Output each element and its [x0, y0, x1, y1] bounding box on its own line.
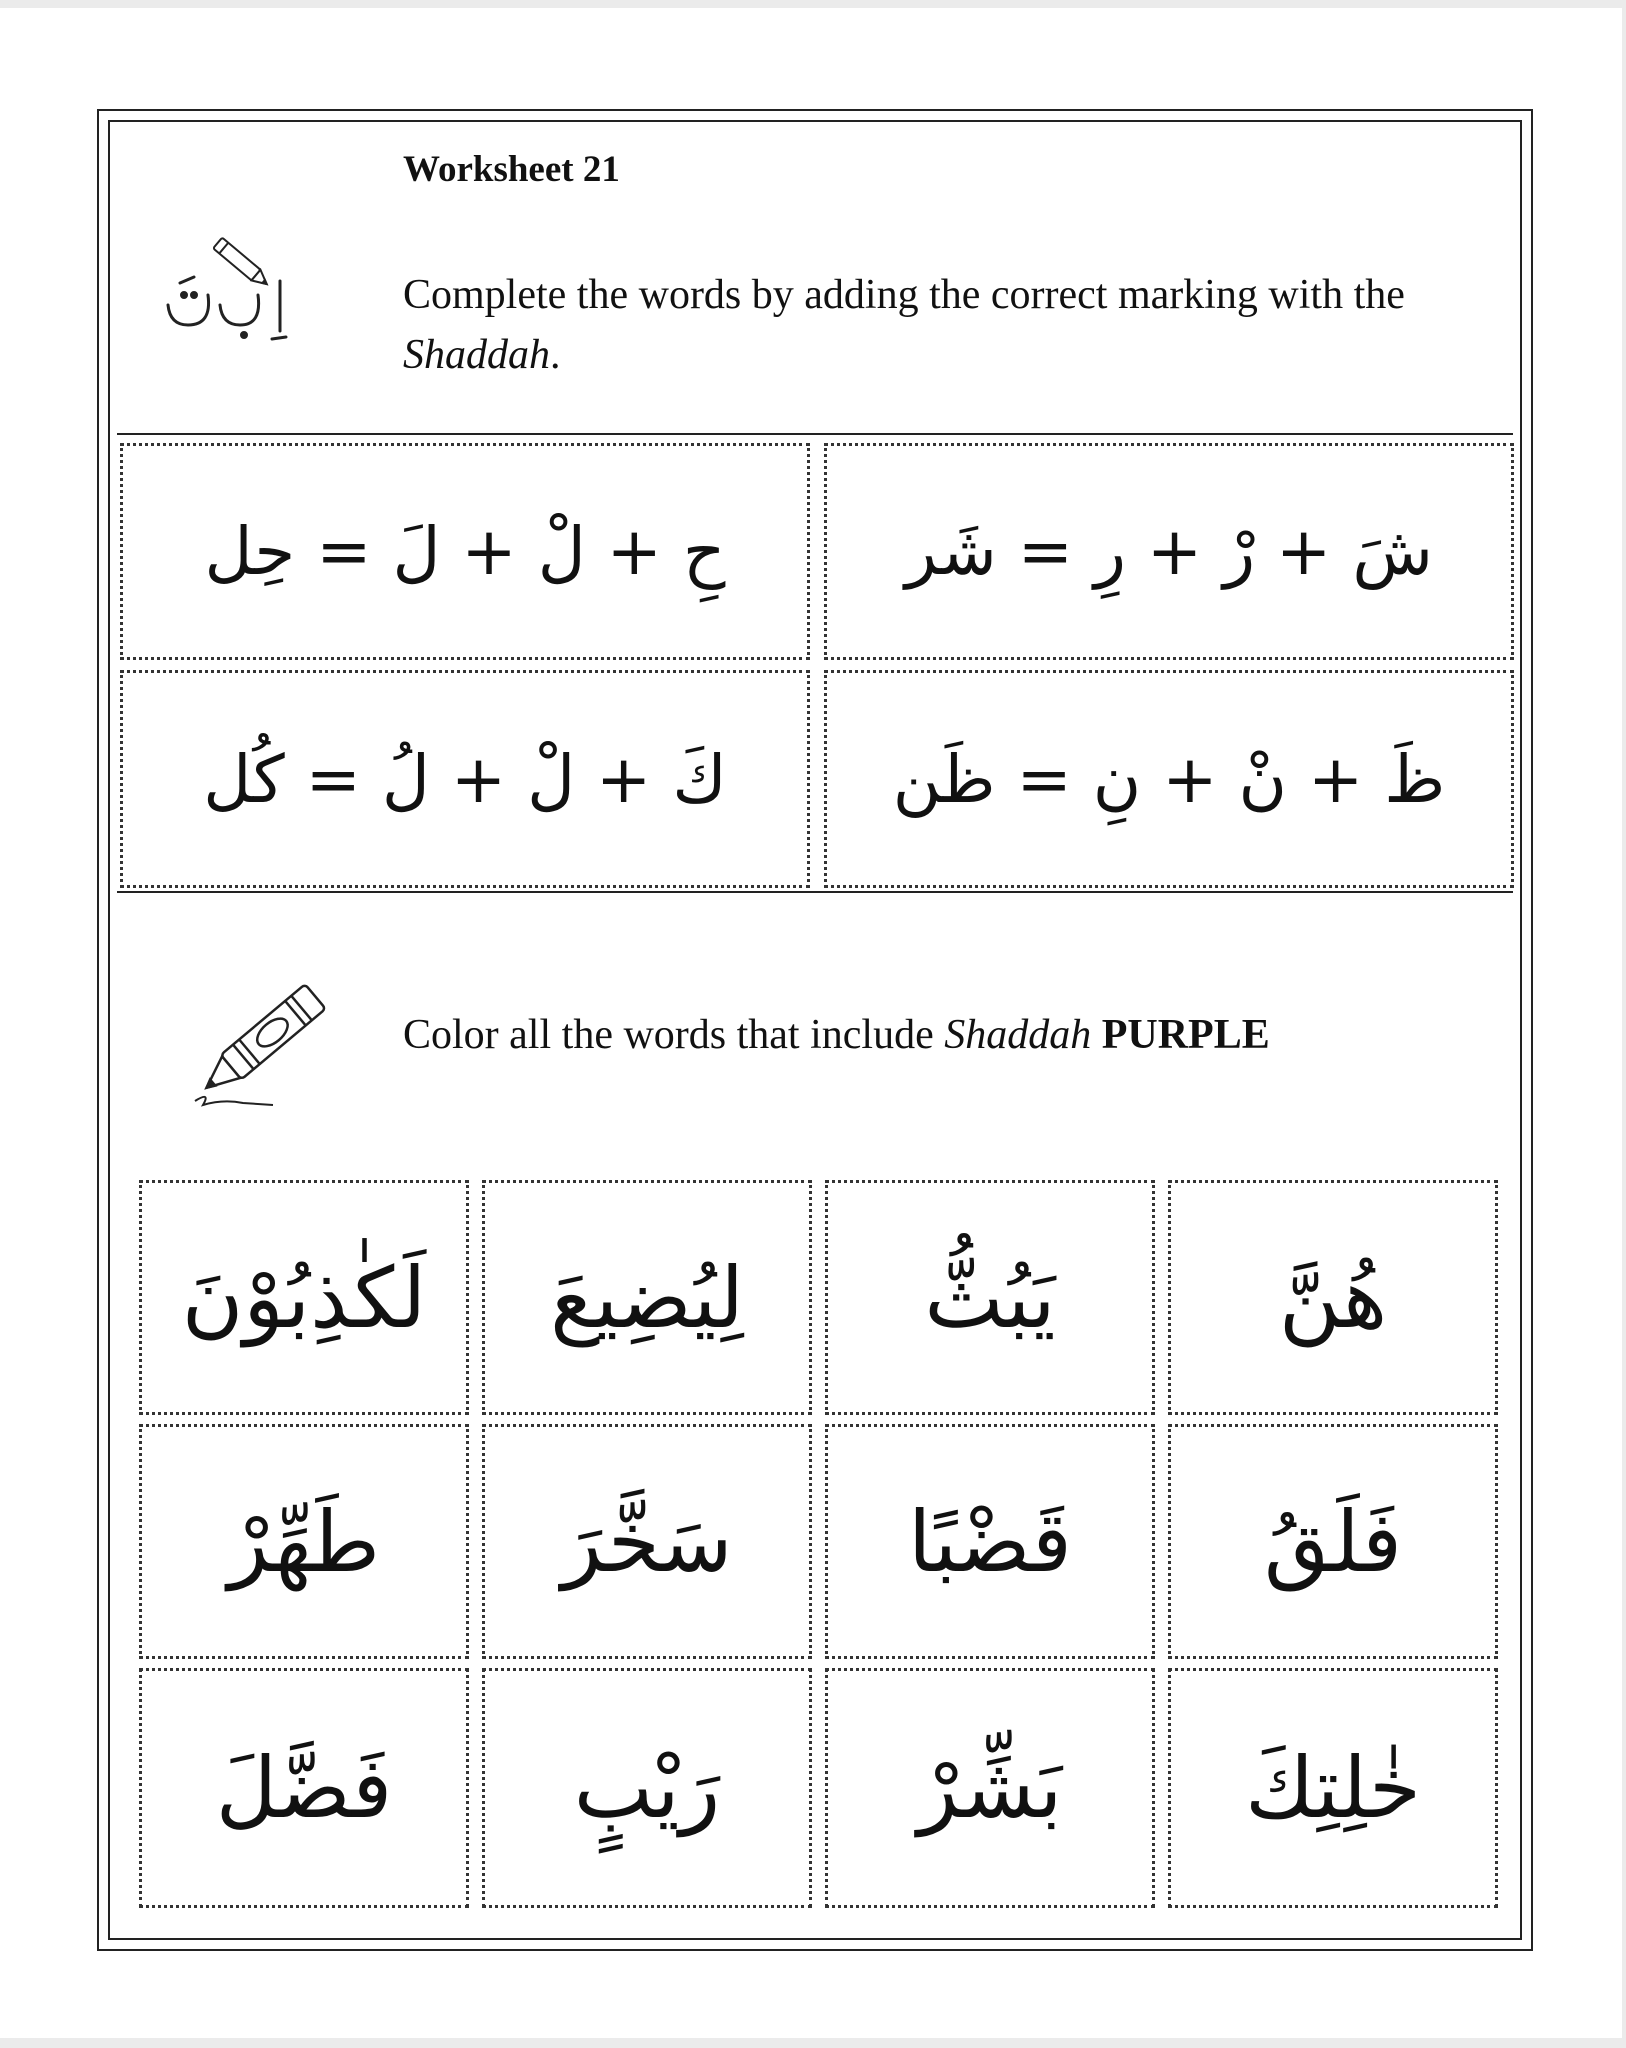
- word-text: رَيْبٍ: [573, 1739, 721, 1837]
- word-box[interactable]: [1168, 1180, 1498, 1415]
- equation-text: شَ + رْ + رِ = شَر: [905, 513, 1433, 590]
- word-text: لِيُضِيعَ: [550, 1248, 744, 1347]
- word-box[interactable]: [482, 1180, 812, 1415]
- word-box[interactable]: [482, 1424, 812, 1659]
- crayon-icon: [183, 963, 343, 1123]
- word-box[interactable]: [825, 1180, 1155, 1415]
- word-text: هُنَّ: [1278, 1248, 1388, 1347]
- word-text: طَهِّرْ: [228, 1492, 380, 1591]
- word-box[interactable]: [482, 1668, 812, 1908]
- section-divider: [117, 433, 1513, 435]
- equation-text: ظَ + نْ + نِ = ظَن: [892, 740, 1446, 818]
- section-divider: [117, 891, 1513, 893]
- instruction-text-end: .: [550, 332, 561, 378]
- word-text: فَلَقُ: [1263, 1492, 1403, 1591]
- equation-box[interactable]: [120, 443, 810, 660]
- word-box[interactable]: [139, 1424, 469, 1659]
- word-box[interactable]: [825, 1668, 1155, 1908]
- word-box[interactable]: [139, 1668, 469, 1908]
- word-text: يَبُثُّ: [924, 1248, 1056, 1347]
- word-box[interactable]: [139, 1180, 469, 1415]
- word-text: فَضَّلَ: [215, 1739, 393, 1837]
- equation-text: حِ + لْ + لَ = حِل: [204, 513, 726, 590]
- word-box[interactable]: [1168, 1424, 1498, 1659]
- word-text: قَضْبًا: [908, 1492, 1072, 1591]
- word-box[interactable]: [825, 1424, 1155, 1659]
- worksheet-page: [0, 8, 1622, 2038]
- instruction-text: Complete the words by adding the correct marking with the: [403, 272, 1405, 318]
- word-box[interactable]: [1168, 1668, 1498, 1908]
- instruction-emphasis: Shaddah: [403, 332, 550, 378]
- section2-instruction: [403, 1005, 1463, 1065]
- equation-box[interactable]: [824, 443, 1514, 660]
- instruction-emphasis: Shaddah: [944, 1012, 1092, 1058]
- word-text: لَكٰذِبُوْنَ: [181, 1248, 427, 1347]
- equation-box[interactable]: [120, 670, 810, 888]
- word-text: بَشِّرْ: [917, 1739, 1063, 1837]
- worksheet-title: Worksheet 21: [403, 149, 620, 190]
- equation-box[interactable]: [824, 670, 1514, 888]
- instruction-text: Color all the words that include: [403, 1012, 945, 1058]
- equation-text: كَ + لْ + لُ = كُل: [203, 740, 727, 818]
- alphabet-pencil-icon: [140, 233, 300, 343]
- section1-instruction: [403, 265, 1463, 385]
- instruction-color-word: PURPLE: [1101, 1012, 1270, 1058]
- word-text: خٰلِتِكَ: [1245, 1739, 1421, 1837]
- word-text: سَخَّرَ: [561, 1492, 733, 1591]
